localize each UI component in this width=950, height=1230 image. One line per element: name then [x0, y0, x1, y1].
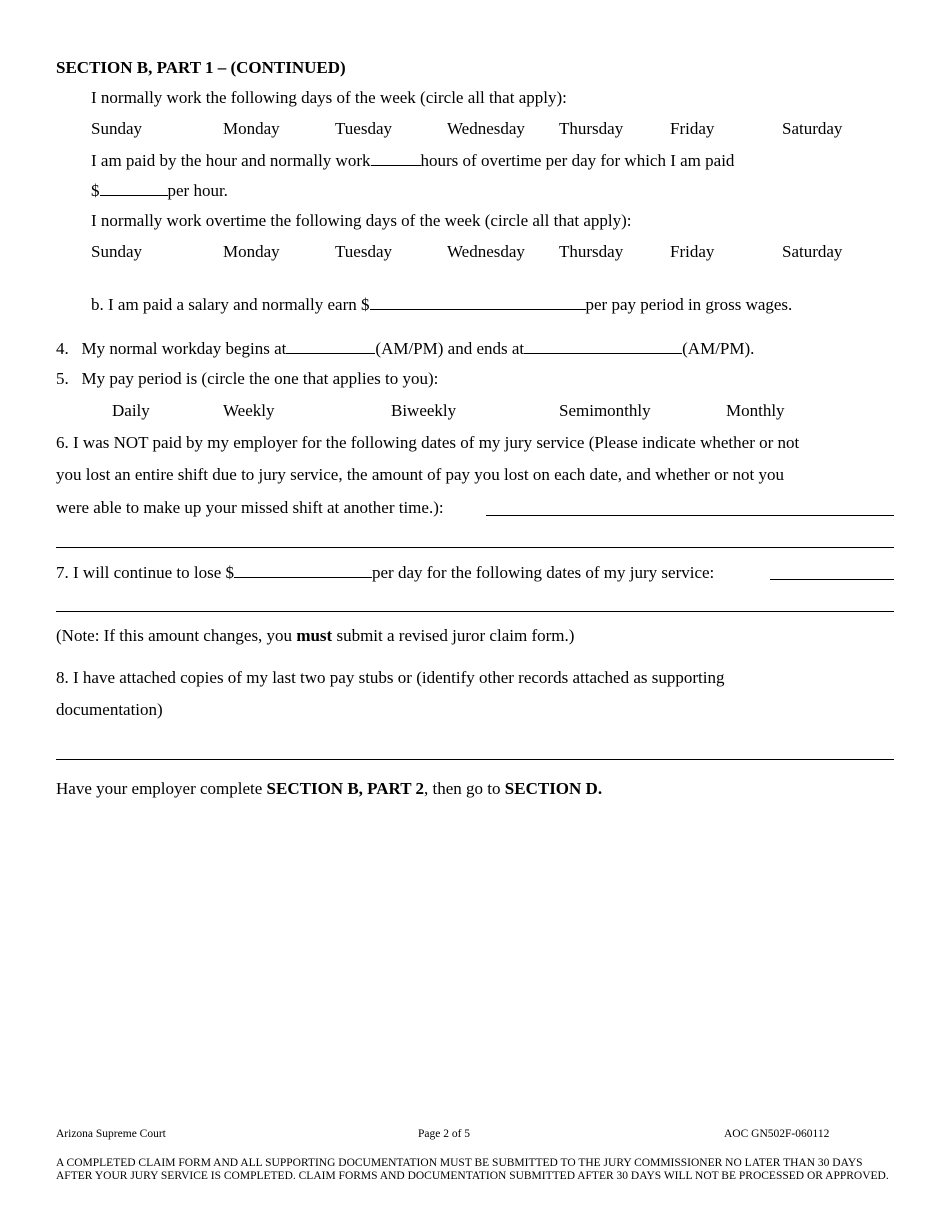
footer-form-id: AOC GN502F-060112 — [724, 1128, 830, 1140]
item-7-text-b: per day for the following dates of my jury service: — [372, 563, 715, 582]
overtime-day-wednesday[interactable]: Wednesday — [447, 242, 525, 261]
instruction-text-b: , then go to — [424, 779, 505, 798]
item-4-text-a: My normal workday begins at — [81, 339, 287, 358]
salary-text-b: per pay period in gross wages. — [585, 295, 793, 314]
overtime-per-hour: per hour. — [167, 181, 228, 200]
item-8-line-1: 8. I have attached copies of my last two pay stubs or (identify other records attached as supporting — [56, 668, 725, 687]
supporting-docs-field[interactable] — [56, 759, 894, 760]
overtime-text-b: hours of overtime per day for which I am paid — [420, 151, 735, 170]
pay-period-biweekly[interactable]: Biweekly — [391, 401, 457, 420]
overtime-day-sunday[interactable]: Sunday — [91, 242, 142, 261]
salary-line — [91, 294, 792, 315]
item-7 — [56, 562, 714, 583]
overtime-text-a: I am paid by the hour and normally work — [91, 151, 371, 170]
item-4-number: 4. — [56, 339, 69, 358]
item-5 — [56, 369, 438, 389]
work-day-monday[interactable]: Monday — [223, 119, 280, 138]
note-text-a: (Note: If this amount changes, you — [56, 626, 297, 645]
instruction — [56, 779, 602, 799]
item-5-number: 5. — [56, 369, 69, 388]
work-day-friday[interactable]: Friday — [670, 119, 715, 138]
instruction-bold-b: SECTION D. — [504, 779, 603, 798]
salary-text-a: b. I am paid a salary and normally earn $ — [91, 295, 370, 314]
workday-end-field[interactable] — [524, 338, 682, 354]
item-4 — [56, 338, 754, 359]
work-day-wednesday[interactable]: Wednesday — [447, 119, 525, 138]
overtime-line — [91, 150, 734, 171]
item-6-line-1: 6. I was NOT paid by my employer for the following dates of my jury service (Please indicate whether or not — [56, 433, 800, 452]
instruction-text-a: Have your employer complete — [56, 779, 267, 798]
item-7-text-a: 7. I will continue to lose $ — [56, 563, 235, 582]
workday-begin-field[interactable] — [286, 338, 375, 354]
overtime-day-saturday[interactable]: Saturday — [782, 242, 843, 261]
future-dates-field-line-2[interactable] — [56, 611, 894, 612]
footer-court: Arizona Supreme Court — [56, 1128, 166, 1140]
item-4-text-b: (AM/PM) and ends at — [375, 339, 525, 358]
instruction-bold-a: SECTION B, PART 2 — [266, 779, 425, 798]
overtime-day-friday[interactable]: Friday — [670, 242, 715, 261]
work-day-saturday[interactable]: Saturday — [782, 119, 843, 138]
note-bold: must — [296, 626, 333, 645]
overtime-day-monday[interactable]: Monday — [223, 242, 280, 261]
pay-period-daily[interactable]: Daily — [112, 401, 150, 420]
unpaid-dates-field[interactable] — [486, 515, 894, 516]
unpaid-dates-field-line-2[interactable] — [56, 547, 894, 548]
work-day-tuesday[interactable]: Tuesday — [335, 119, 392, 138]
work-day-thursday[interactable]: Thursday — [559, 119, 624, 138]
salary-amount-field[interactable] — [370, 294, 586, 310]
overtime-days-prompt: I normally work overtime the following days of the week (circle all that apply): — [91, 211, 632, 230]
footer-notice: A COMPLETED CLAIM FORM AND ALL SUPPORTING DOCUMENTATION MUST BE SUBMITTED TO THE JURY COMMISSIONER NO LATER THAN 30 DAYS AFTER YOUR JURY SERVICE IS COMPLETED. CLAIM FORMS AND DOCUMENTATION SUBMITTED AFTER 30 DAYS WILL NOT BE PROCESSED OR APPROVED. — [56, 1157, 889, 1182]
overtime-rate-line — [91, 180, 228, 201]
item-5-text: My pay period is (circle the one that applies to you): — [81, 369, 439, 388]
overtime-rate-field[interactable] — [100, 180, 168, 196]
daily-loss-field[interactable] — [234, 562, 372, 578]
note-text-b: submit a revised juror claim form.) — [332, 626, 575, 645]
work-days-prompt: I normally work the following days of the week (circle all that apply): — [91, 88, 567, 107]
pay-period-weekly[interactable]: Weekly — [223, 401, 275, 420]
future-dates-field[interactable] — [770, 579, 894, 580]
item-6-line-2: you lost an entire shift due to jury service, the amount of pay you lost on each date, and whether or not you — [56, 465, 784, 484]
overtime-hours-field[interactable] — [371, 150, 421, 166]
overtime-day-tuesday[interactable]: Tuesday — [335, 242, 392, 261]
work-day-sunday[interactable]: Sunday — [91, 119, 142, 138]
item-8-line-2: documentation) — [56, 700, 163, 719]
overtime-day-thursday[interactable]: Thursday — [559, 242, 624, 261]
overtime-dollar: $ — [91, 181, 100, 200]
footer-page: Page 2 of 5 — [418, 1128, 471, 1140]
pay-period-semimonthly[interactable]: Semimonthly — [559, 401, 651, 420]
section-title: SECTION B, PART 1 – (CONTINUED) — [56, 58, 346, 77]
note — [56, 626, 574, 646]
pay-period-monthly[interactable]: Monthly — [726, 401, 785, 420]
item-6-line-3: were able to make up your missed shift at another time.): — [56, 498, 444, 517]
item-4-text-c: (AM/PM). — [682, 339, 755, 358]
